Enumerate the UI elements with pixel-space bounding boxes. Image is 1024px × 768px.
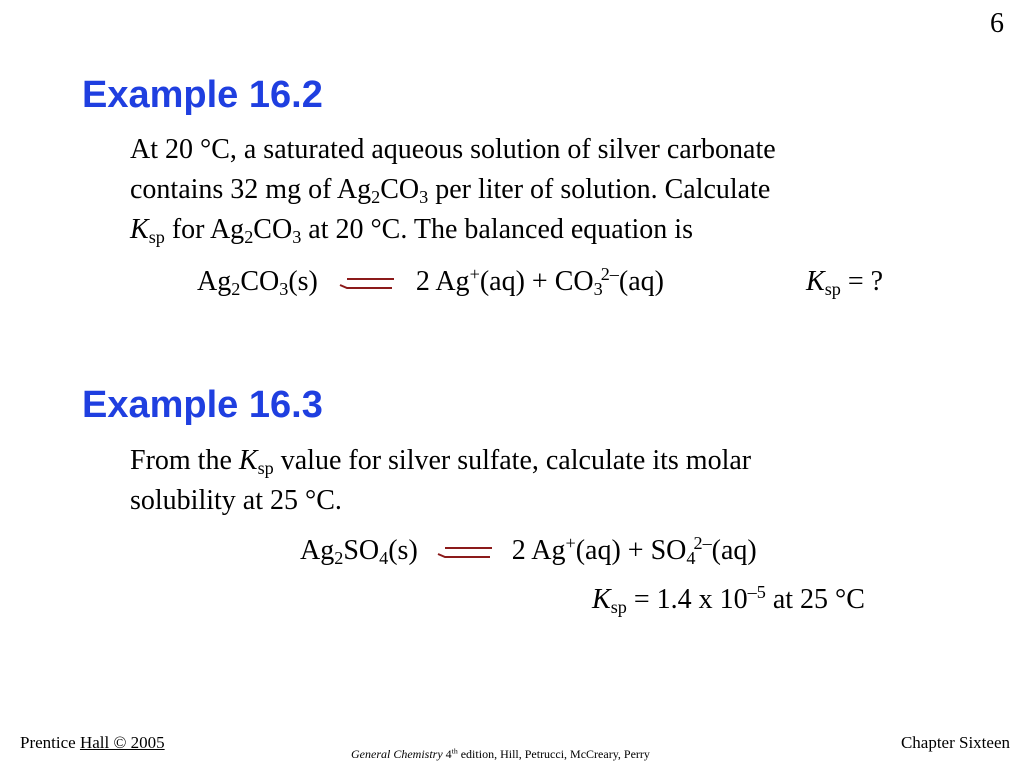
ksp-value: $K_{sp} = 1.4$ x $10^{-5}$ at 25 °C <box>592 582 865 618</box>
footer-publisher-link[interactable]: Hall © 2005 <box>79 733 165 752</box>
example-16-2-paragraph <box>130 130 776 250</box>
paragraph-line: contains 32 mg of $Ag_2CO_3$ per liter of solution. Calculate <box>130 174 771 208</box>
equilibrium-arrow-icon <box>436 543 492 559</box>
footer-publisher: Prentice Hall © 2005 <box>20 733 165 752</box>
footer-chapter: Chapter Sixteen <box>900 733 1010 752</box>
example-16-3-paragraph <box>130 441 751 521</box>
paragraph-line: From the $K_{sp}$ value for silver sulfate, calculate its molar <box>130 445 752 479</box>
footer-book-info: General Chemistry 4th edition, Hill, Petrucci, McCreary, Perry <box>351 746 650 761</box>
paragraph-line: $K_{sp}$ for $Ag_2CO_3$ at 20 °C. The balanced equation is <box>130 214 693 248</box>
example-16-2-title: Example 16.2 <box>82 74 323 116</box>
equation-silver-sulfate: $Ag_2SO_4(s)$ 2 $Ag^+(aq) + SO_4^{2-}(aq)$ <box>300 533 757 569</box>
equilibrium-arrow-icon <box>338 274 394 290</box>
page-number: 6 <box>990 8 1004 39</box>
example-16-3-title: Example 16.3 <box>82 384 323 426</box>
paragraph-line: At 20 °C, a saturated aqueous solution of silver carbonate <box>130 134 776 165</box>
paragraph-line: solubility at 25 °C. <box>130 485 342 516</box>
ksp-unknown: $K_{sp}$ = ? <box>806 266 884 300</box>
equation-silver-carbonate: $Ag_2CO_3(s)$ 2 $Ag^+(aq) + CO_3^{2-}(aq)$ <box>197 264 664 300</box>
